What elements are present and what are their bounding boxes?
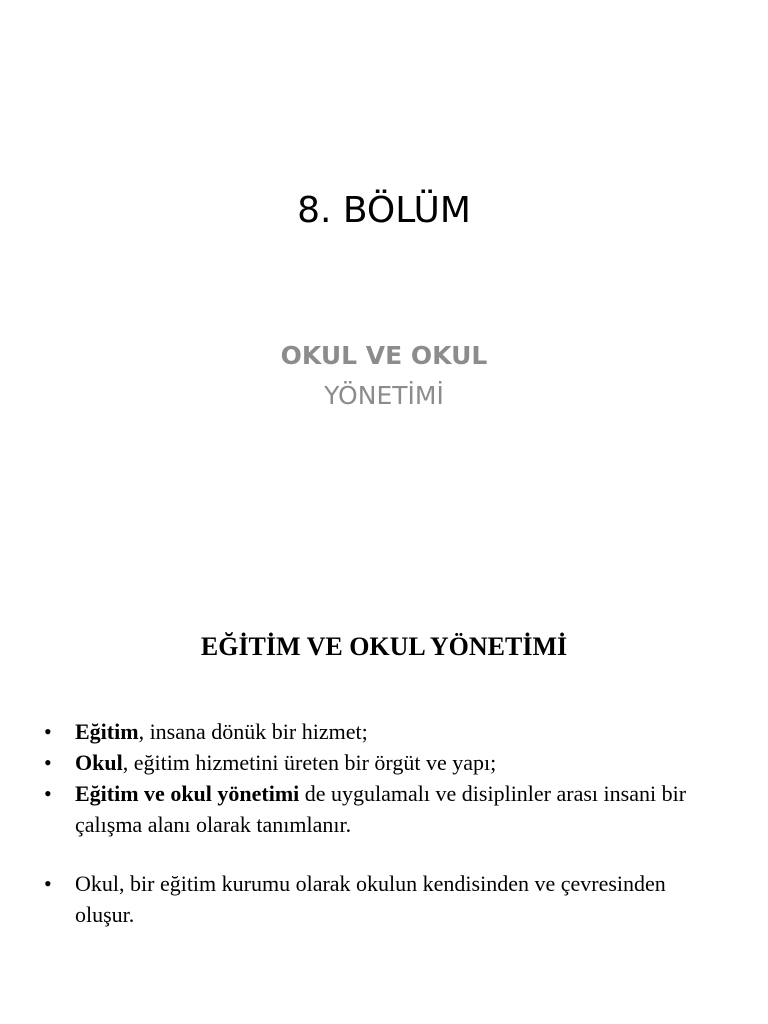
list-item	[44, 716, 724, 747]
bullet-text: Okul, bir eğitim kurumu olarak okulun kendisinden ve çevresinden oluşur.	[75, 871, 666, 927]
slide-subtitle	[0, 336, 768, 416]
bullet-list	[44, 716, 724, 930]
bullet-icon: •	[44, 750, 52, 775]
subtitle-line-2: YÖNETİMİ	[324, 381, 444, 410]
bullet-icon: •	[44, 719, 52, 744]
subtitle-line-1: OKUL VE OKUL	[280, 341, 488, 370]
bullet-icon: •	[44, 781, 52, 806]
bullet-text: , insana dönük bir hizmet;	[138, 719, 368, 744]
slide-title: 8. BÖLÜM	[297, 190, 471, 231]
list-item	[44, 747, 724, 778]
bullet-icon: •	[44, 871, 52, 896]
bullet-term: Eğitim	[75, 719, 139, 744]
list-item	[44, 778, 724, 840]
list-item	[44, 868, 724, 930]
bullet-text: de uygulamalı ve disiplinler arası insani bir çalışma alanı olarak tanımlanır.	[75, 781, 687, 837]
bullet-term: Okul	[75, 750, 123, 775]
bullet-text: , eğitim hizmetini üreten bir örgüt ve yapı;	[122, 750, 497, 775]
section-heading: EĞİTİM VE OKUL YÖNETİMİ	[200, 632, 568, 661]
bullet-term: Eğitim ve okul yönetimi	[75, 781, 300, 806]
